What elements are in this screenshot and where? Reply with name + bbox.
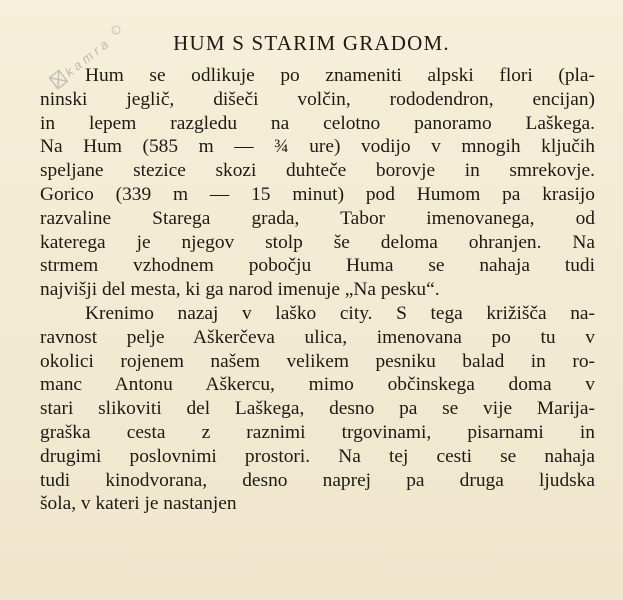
svg-text:k a m r a: k a m r a: [61, 36, 112, 80]
text-line: šola, v kateri je nastanjen: [40, 493, 237, 515]
text-line: stari slikoviti del Laškega, desno pa se vije Marija-: [40, 398, 595, 420]
text-line: manc Antonu Aškercu, mimo občinskega doma v: [40, 374, 595, 396]
text-line: strmem vzhodnem pobočju Huma se nahaja tudi: [40, 255, 595, 277]
text-line: okolici rojenem našem velikem pesniku balad in ro-: [40, 350, 595, 372]
text-line: ninski jeglič, dišeči volčin, rododendron, encijan): [40, 88, 595, 110]
text-line: razvaline Starega grada, Tabor imenovanegа, od: [40, 207, 595, 229]
section-title: HUM S STARIM GRADOM.: [173, 31, 450, 55]
text-line: tudi kinodvorana, desno naprej pa druga ljudska: [40, 469, 595, 491]
text-line: Na Hum (585 m — ¾ ure) vodijo v mnogih ključih: [40, 136, 595, 158]
text-line: speljane stezice skozi duhteče borovje in smrekovje.: [40, 160, 595, 182]
text-line: katerega je njegov stolp še deloma ohranjen. Na: [40, 231, 595, 253]
text-line: najvišji del mesta, ki ga narod imenuje „Na pesku“.: [40, 279, 440, 301]
text-line: Krenimo nazaj v laško city. S tega križišča na-: [85, 302, 595, 324]
text-line: drugimi poslovnimi prostori. Na tej cesti se nahaja: [40, 445, 595, 467]
svg-text:c: c: [114, 28, 117, 35]
text-line: graška cesta z raznimi trgovinami, pisarnami in: [40, 421, 595, 443]
text-line: Hum se odlikuje po znameniti alpski flori (pla-: [85, 65, 595, 86]
text-line: ravnost pelje Aškerčeva ulica, imenovana po tu v: [40, 326, 595, 348]
text-line: Gorico (339 m — 15 minut) pod Humom pa krasijo: [40, 183, 595, 205]
text-line: in lepem razgledu na celotno panoramo Laškega.: [40, 112, 595, 134]
body-text: [40, 64, 595, 516]
